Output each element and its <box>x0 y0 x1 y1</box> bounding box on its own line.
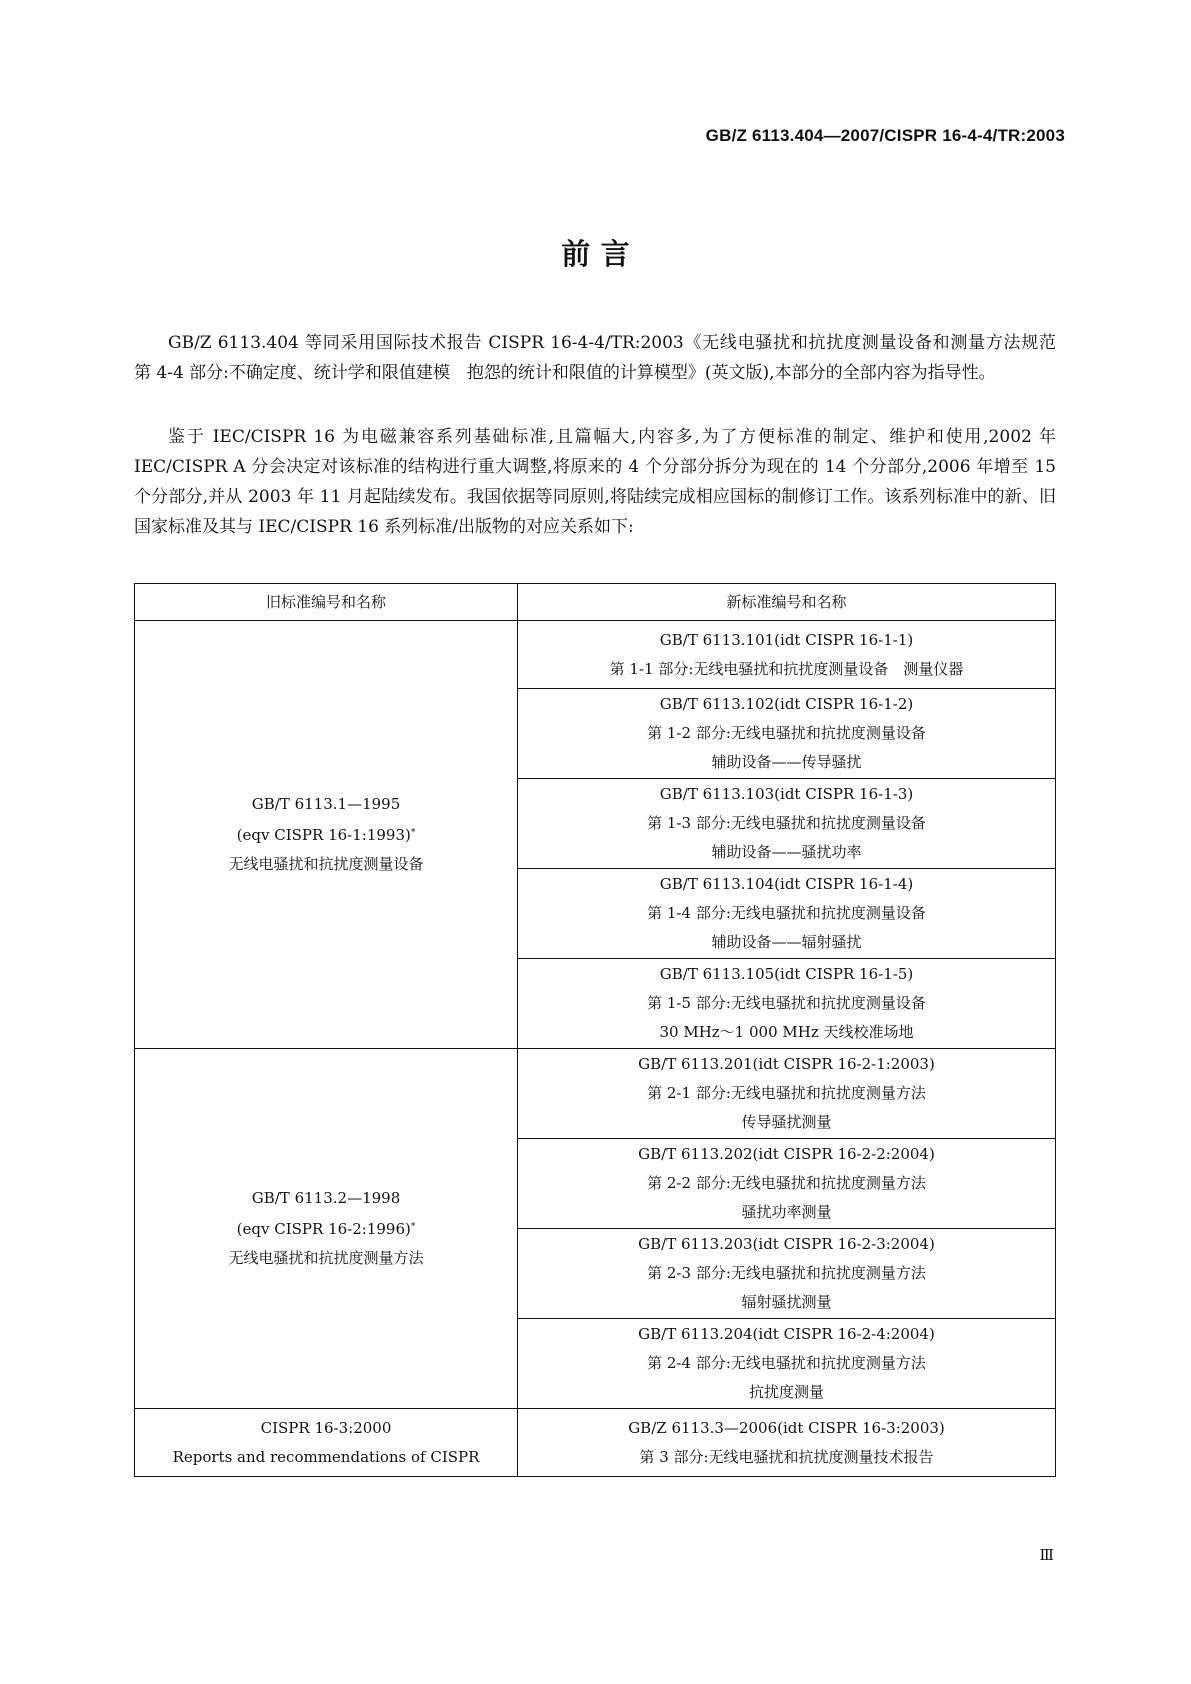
column-header-old: 旧标准编号和名称 <box>135 584 518 621</box>
old-standard-eqv: (eqv CISPR 16-2:1996)* <box>236 1220 416 1238</box>
column-header-new: 新标准编号和名称 <box>518 584 1056 621</box>
paragraph-1: GB/Z 6113.404 等同采用国际技术报告 CISPR 16-4-4/TR:2003《无线电骚扰和抗扰度测量设备和测量方法规范 第 4-4 部分:不确定度、统计学和限值建模 抱怨的统计和限值的计算模型》(英文版),本部分的全部内容为指导性。 <box>134 333 1073 383</box>
old-standard-code: GB/T 6113.2—1998 <box>251 1189 401 1207</box>
table-header-row <box>135 584 1056 621</box>
old-standard-code: GB/T 6113.1—1995 <box>251 795 401 813</box>
old-standard-name: 无线电骚扰和抗扰度测量设备 <box>228 855 424 873</box>
new-standard-subtitle: 辅助设备——辐射骚扰 <box>711 933 862 951</box>
new-standard-code: GB/T 6113.104(idt CISPR 16-1-4) <box>659 875 914 893</box>
old-standard-cell <box>135 1409 518 1477</box>
new-standard-code: GB/T 6113.203(idt CISPR 16-2-3:2004) <box>638 1235 935 1253</box>
old-standard-cell <box>135 621 518 1049</box>
old-standard-code: CISPR 16-3:2000 <box>260 1418 392 1437</box>
new-standard-title: 第 2-1 部分:无线电骚扰和抗扰度测量方法 <box>647 1084 926 1102</box>
page-number: Ⅲ <box>1039 1546 1054 1564</box>
table-row <box>135 1409 1056 1477</box>
table-row <box>135 1049 1056 1139</box>
new-standard-cell <box>518 621 1056 689</box>
new-standard-title: 第 1-4 部分:无线电骚扰和抗扰度测量设备 <box>647 904 926 922</box>
footnote-mark: * <box>410 1222 416 1232</box>
table-row <box>135 621 1056 689</box>
new-standard-code: GB/T 6113.105(idt CISPR 16-1-5) <box>659 965 914 983</box>
new-standard-cell <box>518 959 1056 1049</box>
standards-correspondence-table <box>134 583 1056 1477</box>
new-standard-title: 第 1-1 部分:无线电骚扰和抗扰度测量设备 测量仪器 <box>609 659 964 678</box>
new-standard-cell <box>518 869 1056 959</box>
new-standard-code: GB/T 6113.102(idt CISPR 16-1-2) <box>659 695 914 713</box>
old-standard-cell <box>135 1049 518 1409</box>
new-standard-cell <box>518 1139 1056 1229</box>
new-standard-title: 第 2-3 部分:无线电骚扰和抗扰度测量方法 <box>647 1264 926 1282</box>
old-standard-name: Reports and recommendations of CISPR <box>172 1447 480 1466</box>
header-standard-code: GB/Z 6113.404—2007/CISPR 16-4-4/TR:2003 <box>705 126 1065 145</box>
new-standard-title: 第 1-3 部分:无线电骚扰和抗扰度测量设备 <box>647 814 926 832</box>
new-standard-subtitle: 辅助设备——骚扰功率 <box>711 843 862 861</box>
new-standard-cell <box>518 689 1056 779</box>
new-standard-cell <box>518 1049 1056 1139</box>
old-standard-eqv: (eqv CISPR 16-1:1993)* <box>236 826 416 844</box>
new-standard-subtitle: 辅助设备——传导骚扰 <box>711 753 862 771</box>
new-standard-title: 第 2-4 部分:无线电骚扰和抗扰度测量方法 <box>647 1354 926 1372</box>
new-standard-title: 第 1-5 部分:无线电骚扰和抗扰度测量设备 <box>647 994 926 1012</box>
footnote-mark: * <box>410 828 416 838</box>
old-standard-name: 无线电骚扰和抗扰度测量方法 <box>228 1249 424 1267</box>
new-standard-code: GB/Z 6113.3—2006(idt CISPR 16-3:2003) <box>628 1418 945 1437</box>
new-standard-subtitle: 30 MHz～1 000 MHz 天线校准场地 <box>659 1023 914 1041</box>
new-standard-title: 第 1-2 部分:无线电骚扰和抗扰度测量设备 <box>647 724 926 742</box>
new-standard-cell <box>518 1409 1056 1477</box>
new-standard-code: GB/T 6113.202(idt CISPR 16-2-2:2004) <box>638 1145 935 1163</box>
new-standard-code: GB/T 6113.201(idt CISPR 16-2-1:2003) <box>638 1055 935 1073</box>
new-standard-cell <box>518 779 1056 869</box>
new-standard-cell <box>518 1319 1056 1409</box>
new-standard-code: GB/T 6113.103(idt CISPR 16-1-3) <box>659 785 914 803</box>
new-standard-subtitle: 传导骚扰测量 <box>741 1113 832 1131</box>
new-standard-code: GB/T 6113.204(idt CISPR 16-2-4:2004) <box>638 1325 935 1343</box>
new-standard-title: 第 3 部分:无线电骚扰和抗扰度测量技术报告 <box>639 1447 934 1466</box>
new-standard-cell <box>518 1229 1056 1319</box>
paragraph-series <box>134 422 1056 542</box>
new-standard-subtitle: 抗扰度测量 <box>748 1383 824 1401</box>
page-title: 前 言 <box>561 237 630 271</box>
paragraph-2: 鉴于 IEC/CISPR 16 为电磁兼容系列基础标准,且篇幅大,内容多,为了方便标准的制定、维护和使用,2002 年 IEC/CISPR A 分会决定对该标准的结构进行重大调整,将原来的 4 个分部分拆分为现在的 14 个分部分,2006 年增至 15 个分部分,并从 2003 年 11 月起陆续发布。我国依据等同原则,将陆续完成相应国标的制修订工作。该系列标准中的新、旧国家标准及其与 IEC/CISPR 16 系列标准/出版物的对应关系如下: <box>134 427 1056 537</box>
new-standard-subtitle: 辐射骚扰测量 <box>741 1293 832 1311</box>
new-standard-title: 第 2-2 部分:无线电骚扰和抗扰度测量方法 <box>647 1174 926 1192</box>
new-standard-subtitle: 骚扰功率测量 <box>741 1203 832 1221</box>
paragraph-intro <box>134 328 1073 388</box>
new-standard-code: GB/T 6113.101(idt CISPR 16-1-1) <box>659 630 914 649</box>
